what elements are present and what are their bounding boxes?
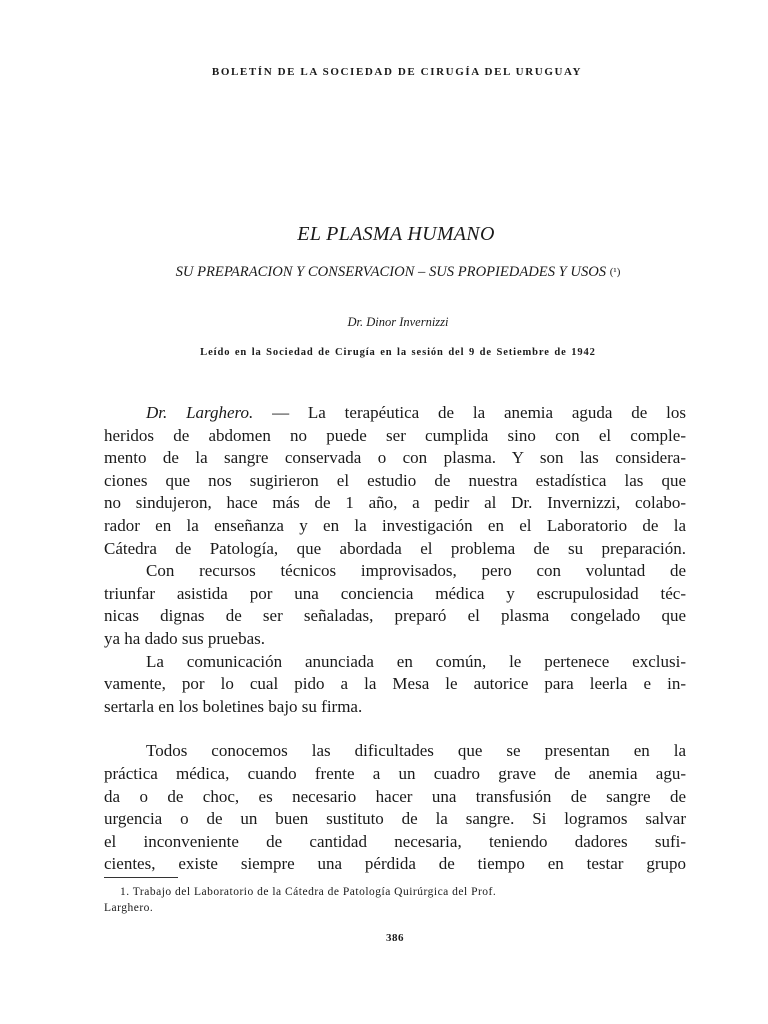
body-line: nicas dignas de ser señaladas, preparó el plasma congelado que (104, 606, 686, 626)
body-line: La comunicación anunciada en común, le pertenece exclusi- (146, 651, 686, 671)
body-line: el inconveniente de cantidad necesaria, teniendo dadores sufi- (104, 831, 686, 851)
body-line: sertarla en los boletines bajo su firma. (104, 696, 363, 716)
body-line: triunfar asistida por una conciencia médica y escrupulosidad téc- (104, 583, 686, 603)
body-line: no sindujeron, hace más de 1 año, a pedir al Dr. Invernizzi, colabo- (104, 493, 686, 513)
body-line: urgencia o de un buen sustituto de la sangre. Si logramos salvar (104, 809, 686, 829)
paragraph-gap (104, 718, 686, 740)
body-line: heridos de abdomen no puede ser cumplida sino con el comple- (104, 425, 686, 445)
footnote-reference: (¹) (609, 266, 621, 278)
author-name: Dr. Dinor Invernizzi (347, 315, 449, 329)
body-line: Todos conocemos las dificultades que se presentan en la (146, 741, 686, 761)
body-line-text: — La terapéutica de la anemia aguda de los (253, 403, 686, 422)
body-line: práctica médica, cuando frente a un cuadro grave de anemia agu- (104, 763, 686, 783)
article-title: EL PLASMA HUMANO (297, 223, 495, 245)
subtitle-text: SU PREPARACION Y CONSERVACION – SUS PROPIEDADES Y USOS (175, 264, 607, 280)
page-number: 386 (386, 932, 404, 944)
footnote-line: Larghero. (104, 902, 154, 914)
article-subtitle (0, 264, 768, 281)
body-line (104, 402, 686, 425)
body-line: vamente, por lo cual pido a la Mesa le autorice para leerla e in- (104, 674, 686, 694)
body-line: ya ha dado sus pruebas. (104, 628, 265, 648)
body-line: cientes, existe siempre una pérdida de tiempo en testar grupo (104, 854, 686, 874)
body-line: Con recursos técnicos improvisados, pero con voluntad de (146, 561, 686, 581)
body-line: da o de choc, es necesario hacer una transfusión de sangre de (104, 786, 686, 806)
body-line: ciones que nos sugirieron el estudio de nuestra estadística las que (104, 470, 686, 490)
body-line: mento de la sangre conservada o con plasma. Y son las considera- (104, 448, 686, 468)
speaker-name: Dr. Larghero. (146, 403, 254, 422)
footnote (104, 884, 686, 916)
read-note: Leído en la Sociedad de Cirugía en la sesión del 9 de Setiembre de 1942 (200, 347, 596, 358)
footnote-divider (104, 877, 178, 878)
journal-header: BOLETÍN DE LA SOCIEDAD DE CIRUGÍA DEL URUGUAY (211, 66, 583, 78)
footnote-line: 1. Trabajo del Laboratorio de la Cátedra de Patología Quirúrgica del Prof. (120, 886, 497, 898)
body-line: rador en la enseñanza y en la investigación en el Laboratorio de la (104, 515, 686, 535)
body-line: Cátedra de Patología, que abordada el problema de su preparación. (104, 538, 686, 558)
article-body (104, 402, 686, 876)
